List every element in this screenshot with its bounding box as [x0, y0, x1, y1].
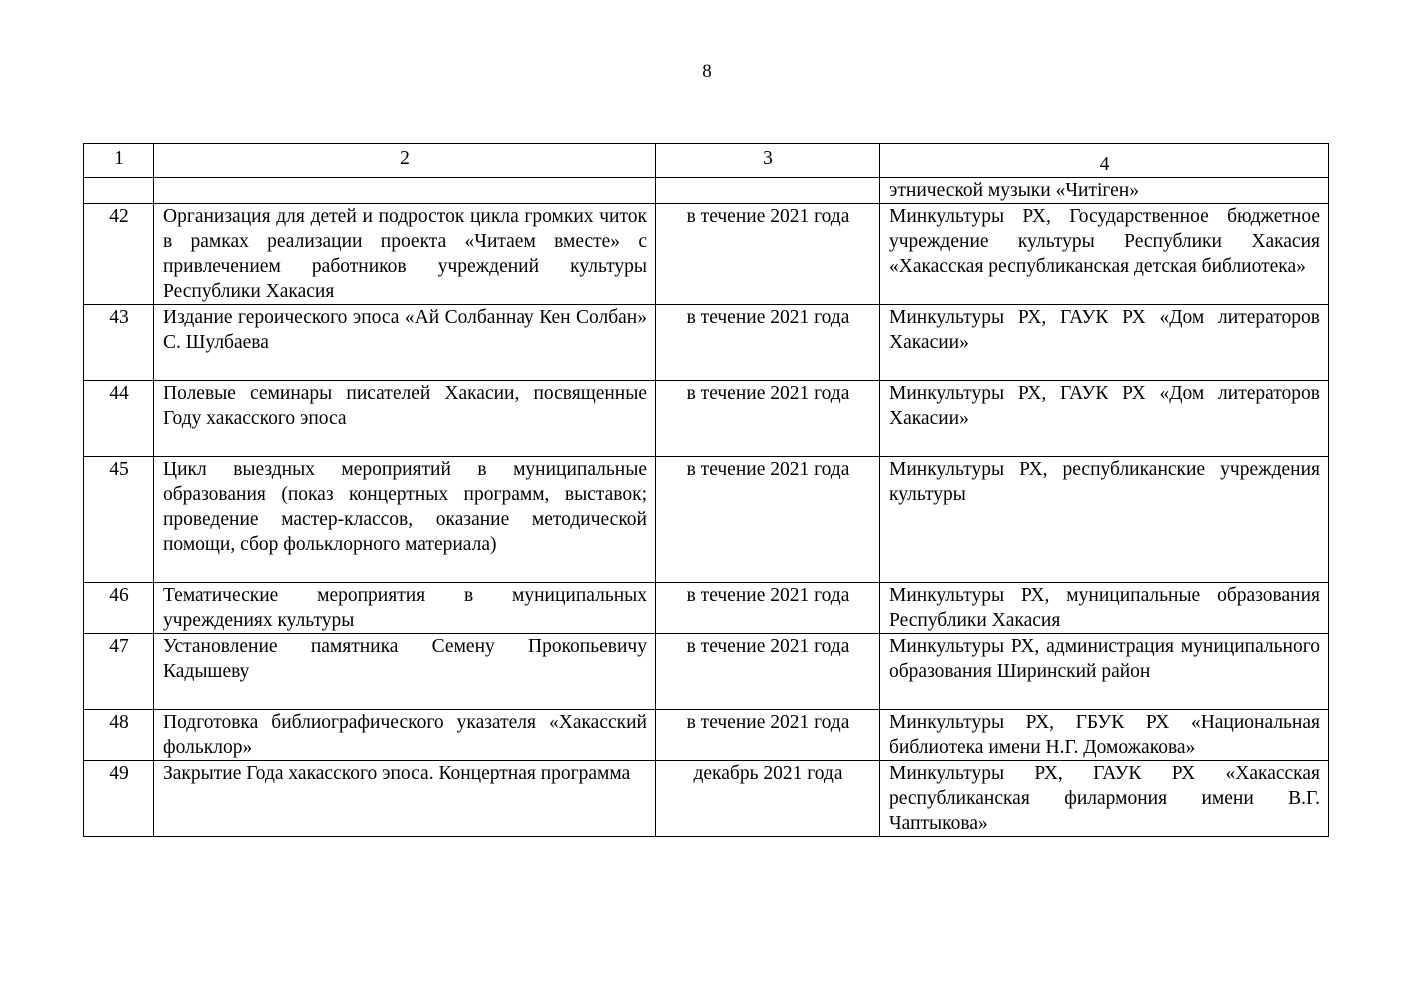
table-row [84, 634, 1329, 710]
row-date: в течение 2021 года [656, 457, 880, 583]
row-number [84, 178, 154, 204]
events-table [83, 143, 1329, 837]
row-event: Закрытие Года хакасского эпоса. Концертная программа [154, 761, 656, 837]
row-organizer: Минкультуры РХ, муниципальные образования Республики Хакасия [880, 583, 1329, 634]
row-number: 47 [84, 634, 154, 710]
table-row [84, 457, 1329, 583]
column-header-number: 1 [84, 144, 154, 178]
row-number: 49 [84, 761, 154, 837]
row-organizer: Минкультуры РХ, ГАУК РХ «Дом литераторов Хакасии» [880, 381, 1329, 457]
row-date: в течение 2021 года [656, 583, 880, 634]
row-date: в течение 2021 года [656, 204, 880, 305]
row-organizer: Минкультуры РХ, ГАУК РХ «Дом литераторов Хакасии» [880, 305, 1329, 381]
column-header-organizer: 4 [880, 144, 1329, 178]
row-date: в течение 2021 года [656, 305, 880, 381]
row-number: 45 [84, 457, 154, 583]
row-date: в течение 2021 года [656, 634, 880, 710]
table-row [84, 381, 1329, 457]
column-header-event: 2 [154, 144, 656, 178]
row-number: 44 [84, 381, 154, 457]
table-row [84, 761, 1329, 837]
column-header-date: 3 [656, 144, 880, 178]
row-organizer: Минкультуры РХ, администрация муниципального образования Ширинский район [880, 634, 1329, 710]
row-date: в течение 2021 года [656, 710, 880, 761]
row-number: 43 [84, 305, 154, 381]
page-number: 8 [702, 61, 712, 82]
row-event [154, 178, 656, 204]
row-organizer: Минкультуры РХ, республиканские учреждения культуры [880, 457, 1329, 583]
row-number: 42 [84, 204, 154, 305]
row-event: Организация для детей и подросток цикла громких читок в рамках реализации проекта «Читаем вместе» с привлечением работников учреждений культуры Республики Хакасия [154, 204, 656, 305]
row-event: Издание героического эпоса «Ай Солбаннау Кен Солбан» С. Шулбаева [154, 305, 656, 381]
row-organizer: Минкультуры РХ, Государственное бюджетное учреждение культуры Республики Хакасия «Хакасская республиканская детская библиотека» [880, 204, 1329, 305]
table-row [84, 204, 1329, 305]
table-row [84, 710, 1329, 761]
table-row-continuation [84, 178, 1329, 204]
row-date: декабрь 2021 года [656, 761, 880, 837]
row-organizer: Минкультуры РХ, ГАУК РХ «Хакасская республиканская филармония имени В.Г. Чаптыкова» [880, 761, 1329, 837]
row-organizer: этнической музыки «Читiген» [880, 178, 1329, 204]
table-row [84, 583, 1329, 634]
row-date: в течение 2021 года [656, 381, 880, 457]
row-event: Тематические мероприятия в муниципальных учреждениях культуры [154, 583, 656, 634]
row-event: Установление памятника Семену Прокопьевичу Кадышеву [154, 634, 656, 710]
row-event: Подготовка библиографического указателя «Хакасский фольклор» [154, 710, 656, 761]
row-date [656, 178, 880, 204]
table-header-row [84, 144, 1329, 178]
row-event: Цикл выездных мероприятий в муниципальные образования (показ концертных программ, выставок; проведение мастер-классов, оказание методической помощи, сбор фольклорного материала) [154, 457, 656, 583]
table-row [84, 305, 1329, 381]
row-number: 48 [84, 710, 154, 761]
row-event: Полевые семинары писателей Хакасии, посвященные Году хакасского эпоса [154, 381, 656, 457]
row-organizer: Минкультуры РХ, ГБУК РХ «Национальная библиотека имени Н.Г. Доможакова» [880, 710, 1329, 761]
row-number: 46 [84, 583, 154, 634]
